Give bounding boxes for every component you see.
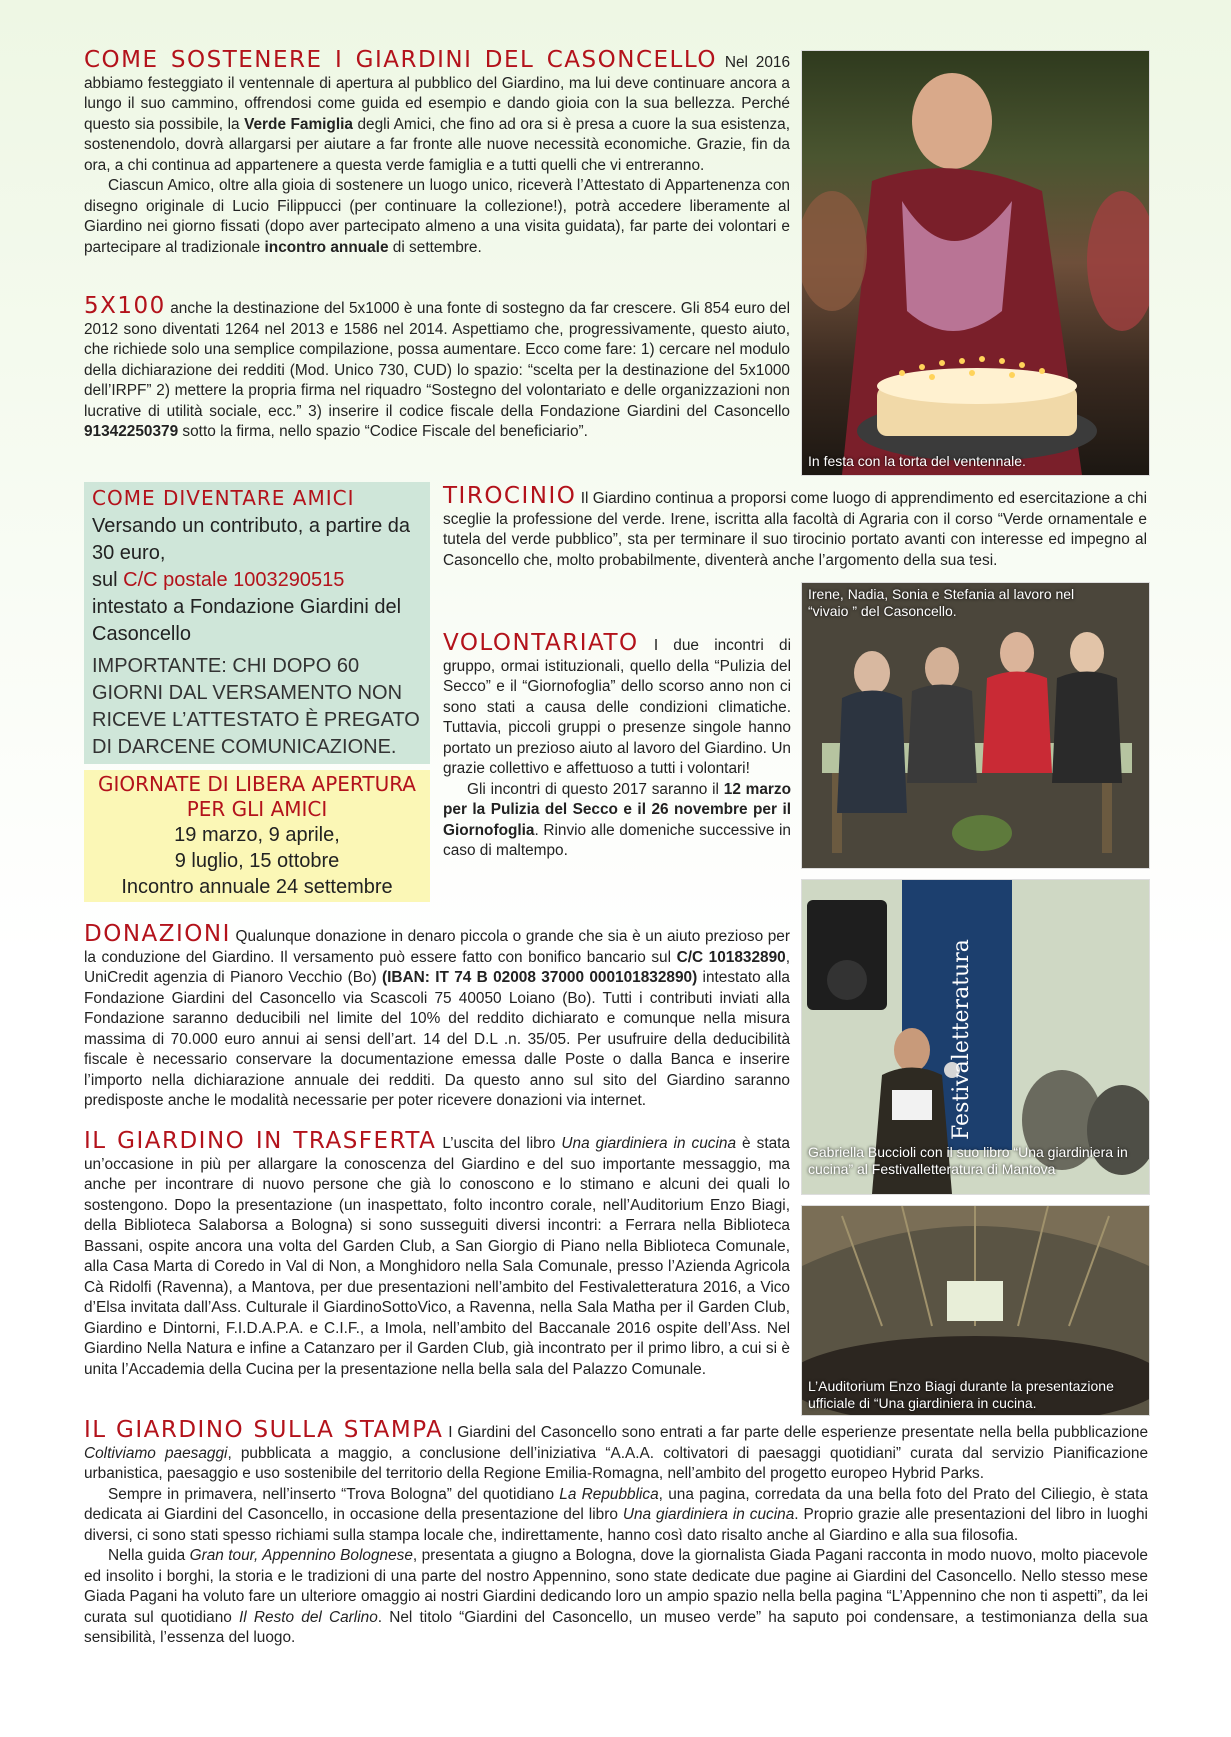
- donazioni-text-c: intestato alla Fondazione Giardini del Casoncello via Scascoli 75 40050 Loiano (Bo). Tutti i contributi inviati alla Fondazione saranno deducibili nel limite del 10% del reddito dichiarato e comunque nella misura massima di 70.000 euro annui ai sensi dell’art. 14 del D.L .n. 35/05. Per usufruire della deducibilità fiscale è necessario conservare la documentazione emessa dalle Poste o dalla Banca e inserire l’importo nella dichiarazione annuale dei redditi. Da questo anno sul sito del Giardino saranno predisposte anche le modalità necessarie per poter ricevere donazioni via internet.: [84, 969, 790, 1109]
- section-stampa: [84, 1417, 1149, 1649]
- stampa-p3-mid: , presentata a giugno a Bologna, dove la giornalista Giada Pagani racconta in modo nuovo, molto piacevole ed insolito i borghi, la storia e le tradizioni di una parte del nostro Appennino, sono state dedicate due pagine ai Giardini del Casoncello. Nello stesso mese Giada Pagani ha voluto fare un ulteriore omaggio ai nostri Giardini dedicando loro un ampio spazio nella bella pagina “L’Appennino che non ti aspetti”, da lei curata sul quotidiano: [84, 1547, 1148, 1626]
- stampa-p1: I Giardini del Casoncello sono entrati a far parte delle esperienze presentate nella bella pubblicazione: [443, 1424, 1149, 1441]
- section-tirocinio: [443, 483, 1147, 571]
- sostenere-text-2: degli Amici, che fino ad ora si è presa a cuore la sua esistenza, sostenendolo, dovrà allargarsi per aiutare a far fronte alle nuove necessità economiche. Grazie, fin da ora, a chi continua ad appartenere a questa verde famiglia e a tutti quelli che vi entreranno.: [84, 115, 790, 174]
- stampa-p2-italic2: Una giardiniera in cucina: [622, 1506, 795, 1523]
- sostenere-text: Nel 2016 abbiamo festeggiato il ventennale di apertura al pubblico del Giardino, ma lui deve continuare ancora a lungo il suo cammino, offrendosi come guida ed esempio e dando gioia con la sua bellezza. Perché questo sia possibile, la: [84, 54, 791, 133]
- box-diventare-amici: [84, 482, 430, 764]
- heading-trasferta: IL GIARDINO IN TRASFERTA: [84, 1128, 437, 1154]
- tirocinio-text: Il Giardino continua a proporsi come luogo di apprendimento ed esercitazione a chi sceglie la professione del verde. Irene, iscritta alla facoltà di Agraria con il corso “Verde ornamentale e tutela del verde pubblico”, sta per terminare il suo tirocinio portato avanti con interesse ed impegno al Casoncello che, molto probabilmente, diventerà anche l’argomento della sua tesi.: [443, 490, 1147, 569]
- sostenere-p2: Ciascun Amico, oltre alla gioia di sostenere un luogo unico, riceverà l’Attestato di Appartenenza con disegno originale di Lucio Filippucci (per continuare la collezione!), potrà accedere liberamente al Giardino nei giorno fissati (dopo aver partecipato almeno a una visita guidata), far parte dei volontari e partecipare al tradizionale: [84, 177, 790, 256]
- verde-famiglia-bold: Verde Famiglia: [244, 115, 353, 133]
- amici-line1: Versando un contributo, a partire da 30 euro,: [92, 515, 410, 564]
- section-donazioni: [84, 921, 791, 1112]
- giornate-dates1: 19 marzo, 9 aprile,: [174, 824, 340, 846]
- volontariato-p2: Gli incontri di questo 2017 saranno il: [467, 780, 724, 798]
- volontariato-p2-end: . Rinvio alle domeniche successive in caso di maltempo.: [443, 821, 791, 859]
- stampa-p3-italic2: Il Resto del Carlino: [239, 1608, 378, 1626]
- stampa-p1-italic: Coltiviamo paesaggi: [84, 1444, 228, 1462]
- cake-illustration: [802, 51, 1149, 475]
- caption-auditorium: L’Auditorium Enzo Biagi durante la presentazione ufficiale di “Una giardiniera in cucina.: [808, 1378, 1114, 1411]
- box-giornate: [84, 770, 430, 902]
- caption-festival: Gabriella Buccioli con il suo libro “Una giardiniera in cucina” al Festivalletteratura di Mantova: [808, 1144, 1128, 1177]
- caption-vivaio: Irene, Nadia, Sonia e Stefania al lavoro nel “vivaio ” del Casoncello.: [808, 586, 1075, 619]
- heading-giornate: GIORNATE DI LIBERA APERTURA PER GLI AMICI: [98, 772, 416, 821]
- 5x100-text-end: sotto la firma, nello spazio “Codice Fiscale del beneficiario”.: [178, 423, 588, 440]
- heading-tirocinio: TIROCINIO: [443, 483, 577, 509]
- sostenere-p2-end: di settembre.: [388, 238, 482, 256]
- trasferta-text: L’uscita del libro: [436, 1135, 562, 1152]
- stampa-p2-end: . Proprio grazie alle presentazioni del libro in luoghi diversi, ci sono stati spesso richiami sulla stampa locale che, indirettamente, hanno così dato risalto anche al Giardino e alla sua filosofia.: [84, 1506, 1148, 1544]
- section-5x100: [84, 293, 790, 443]
- donazioni-cc: C/C 101832890: [676, 948, 786, 966]
- caption-cake: In festa con la torta del ventennale.: [808, 453, 1026, 469]
- giornate-dates2: 9 luglio, 15 ottobre: [174, 850, 340, 872]
- stampa-p3-end: . Nel titolo “Giardini del Casoncello, un museo verde” ha saputo poi condensare, a testimonianza della sua sensibilità, l’essenza del luogo.: [84, 1608, 1148, 1646]
- incontro-annuale-bold: incontro annuale: [264, 238, 389, 256]
- amici-sul: [92, 567, 422, 594]
- heading-amici: COME DIVENTARE AMICI: [92, 486, 355, 510]
- section-trasferta: [84, 1128, 790, 1380]
- amici-line2: intestato a Fondazione Giardini del Casoncello: [92, 596, 402, 645]
- heading-donazioni: DONAZIONI: [84, 921, 231, 947]
- codice-fiscale: 91342250379: [84, 423, 179, 440]
- donazioni-iban: (IBAN: IT 74 B 02008 37000 000101832890): [382, 969, 698, 986]
- stampa-p1-end: , pubblicata a maggio, a conclusione dell’iniziativa “A.A.A. coltivatori di paesaggi quotidiani” curata dal servizio Pianificazione urbanistica, paesaggio e uso sostenibile del territorio della Regione Emilia-Romagna, nell’ambito del progetto europeo Hybrid Parks.: [84, 1444, 1149, 1482]
- photo-cake: [801, 50, 1150, 476]
- photo-vivaio: [801, 582, 1150, 869]
- trasferta-text-b: è stata un’occasione in più per allargare la conoscenza del Giardino e del suo importante messaggio, ma anche per incontrare di nuovo persone che già lo conoscono e lo stimano e alcuni dei quali lo sostengono. Dopo la presentazione (un inaspettato, folto incontro corale, nell’Auditorium Enzo Biagi, della Biblioteca Salaborsa a Bologna) si sono susseguiti diversi incontri: a Ferrara nella Biblioteca Bassani, ospite ancora una volta del Garden Club, a San Giorgio di Piano nella Biblioteca Comunale, alla Casa Marta di Coredo in Val di Non, a Monghidoro nella Sala Comunale, presso l’Azienda Agricola Cà Ridolfi (Ravenna), a Mantova, per due presentazioni nell’ambito del Festivaletteratura 2016, a Vico d’Elsa invitata dall’Ass. Culturale il GiardinoSottoVico, a Ravenna, nella Sala Matha per il Garden Club, Giardino e Dintorni, F.I.D.A.P.A. e C.I.F., a Imola, nell’ambito del Baccanale 2016 ospite dell’Ass. Nel Giardino Nella Natura e infine a Catanzaro per il Garden Club, già incontrato per il primo libro, a cui si è unita l’Accademia della Cucina per la presentazione nella bella sala del Palazzo Comunale.: [84, 1135, 790, 1378]
- trasferta-book: Una giardiniera in cucina: [561, 1135, 737, 1152]
- stampa-p2-mid: , una pagina, corredata da una bella foto del Prato del Ciliegio, è stata dedicata ai Giardini del Casoncello, in occasione della presentazione del libro: [84, 1485, 1149, 1523]
- section-volontariato: [443, 630, 791, 862]
- giornate-annual: Incontro annuale 24 settembre: [121, 876, 393, 898]
- stampa-p3-italic: Gran tour, Appennino Bolognese: [189, 1547, 413, 1564]
- 5x100-text: anche la destinazione del 5x1000 è una fonte di sostegno da far crescere. Gli 854 euro del 2012 sono diventati 1264 nel 2013 e 1586 nel 2014. Aspettiamo che, progressivamente, questo aiuto, che richiede solo una semplice compilazione, possa aumentare. Ecco come fare: 1) cercare nel modulo della dichiarazione dei redditi (Mod. Unico 730, CUD) lo spazio: “scelta per la destinazione del 5x1000 dell’IRPF” 2) mettere la propria firma nel riquadro “Sostegno del volontariato e delle organizzazioni non lucrative di utilità sociale, ecc.” 3) inserire il codice fiscale della Fondazione Giardini del Casoncello: [84, 300, 790, 420]
- heading-stampa: IL GIARDINO SULLA STAMPA: [84, 1417, 444, 1443]
- festival-banner: Festivaletteratura: [948, 939, 974, 1140]
- heading-5x100: 5X100: [84, 293, 166, 319]
- stampa-p3: Nella guida: [108, 1547, 190, 1564]
- volontariato-text: I due incontri di gruppo, ormai istituzionali, quello della “Pulizia del Secco” e il “Giornofoglia” dello scorso anno non ci sono stati a causa delle condizioni climatiche. Tuttavia, piccoli gruppi o presenze singole hanno portato un prezioso aiuto al lavoro del Giardino. Un grazie collettivo e affettuoso a tutti i volontari!: [443, 637, 791, 777]
- amici-cc-postale: C/C postale 1003290515: [123, 569, 345, 591]
- vivaio-illustration: [802, 583, 1149, 868]
- donazioni-text: Qualunque donazione in denaro piccola o grande che sia è un aiuto prezioso per la conduzione del Giardino. Il versamento può essere fatto con bonifico bancario sul: [84, 928, 790, 966]
- amici-sul-text: sul: [92, 569, 124, 591]
- photo-auditorium: [801, 1205, 1150, 1416]
- donazioni-text-b: , UniCredit agenzia di Pianoro Vecchio (Bo): [84, 948, 791, 986]
- amici-importante: IMPORTANTE: CHI DOPO 60 GIORNI DAL VERSAMENTO NON RICEVE L’ATTESTATO È PREGATO DI DARCENE COMUNICAZIONE.: [92, 655, 420, 758]
- volontariato-dates-bold: 12 marzo per la Pulizia del Secco e il 26 novembre per il Giornofoglia: [443, 780, 791, 839]
- stampa-p2-italic: La Repubblica: [559, 1485, 659, 1503]
- section-sostenere: [84, 47, 791, 258]
- stampa-p2: Sempre in primavera, nell’inserto “Trova Bologna” del quotidiano: [108, 1485, 560, 1503]
- heading-sostenere: COME SOSTENERE I GIARDINI DEL CASONCELLO: [84, 47, 717, 73]
- heading-volontariato: VOLONTARIATO: [443, 630, 639, 656]
- photo-festival: [801, 879, 1150, 1195]
